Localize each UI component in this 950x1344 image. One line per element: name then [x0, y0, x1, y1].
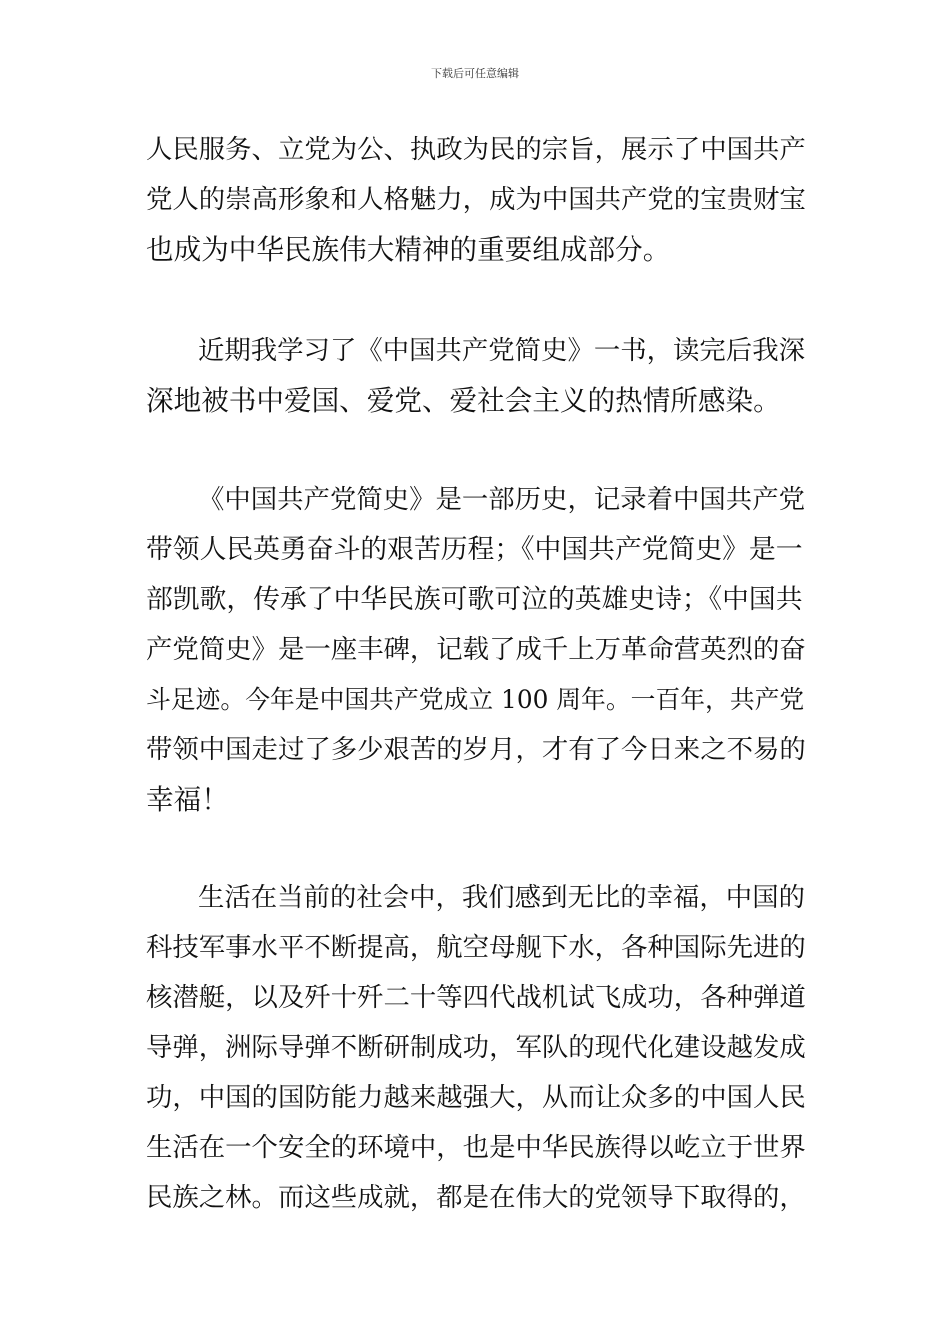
paragraph-2-line-1: 近期我学习了《中国共产党简史》一书，读完后我深 [198, 335, 805, 366]
paragraph-4-line-7: 民族之林。而这些成就，都是在伟大的党领导下取得的， [146, 1182, 806, 1213]
paragraph-3-line-7: 幸福！ [146, 783, 229, 816]
paragraph-1-line-3: 也成为中华民族伟大精神的重要组成部分。 [146, 233, 671, 266]
paragraph-3-line-5: 斗足迹。今年是中国共产党成立 100 周年。一百年，共产党 [146, 685, 805, 714]
paragraph-4-line-5: 功，中国的国防能力越来越强大，从而让众多的中国人民 [146, 1082, 806, 1113]
page-header-note: 下载后可任意编辑 [431, 67, 519, 80]
paragraph-3-line-3: 部凯歌，传承了中华民族可歌可泣的英雄史诗；《中国共 [146, 584, 803, 615]
paragraph-4-line-6: 生活在一个安全的环境中，也是中华民族得以屹立于世界 [146, 1132, 806, 1163]
paragraph-4-line-3: 核潜艇，以及歼十歼二十等四代战机试飞成功，各种弹道 [146, 982, 806, 1013]
paragraph-1-line-2: 党人的崇高形象和人格魅力，成为中国共产党的宝贵财宝 [146, 184, 806, 215]
paragraph-3-line-2: 带领人民英勇奋斗的艰苦历程；《中国共产党简史》是一 [146, 534, 803, 565]
paragraph-1-line-1: 人民服务、立党为公、执政为民的宗旨，展示了中国共产 [146, 134, 806, 165]
paragraph-4-line-4: 导弹，洲际导弹不断研制成功，军队的现代化建设越发成 [146, 1032, 806, 1063]
paragraph-4-line-1: 生活在当前的社会中，我们感到无比的幸福，中国的 [198, 882, 805, 913]
paragraph-3-line-4: 产党简史》是一座丰碑，记载了成千上万革命营英烈的奋 [146, 634, 806, 665]
paragraph-3-line-6: 带领中国走过了多少艰苦的岁月，才有了今日来之不易的 [146, 734, 806, 765]
paragraph-4-line-2: 科技军事水平不断提高，航空母舰下水，各种国际先进的 [146, 932, 806, 963]
paragraph-3-line-1: 《中国共产党简史》是一部历史，记录着中国共产党 [198, 484, 805, 515]
paragraph-2-line-2: 深地被书中爱国、爱党、爱社会主义的热情所感染。 [146, 384, 781, 417]
